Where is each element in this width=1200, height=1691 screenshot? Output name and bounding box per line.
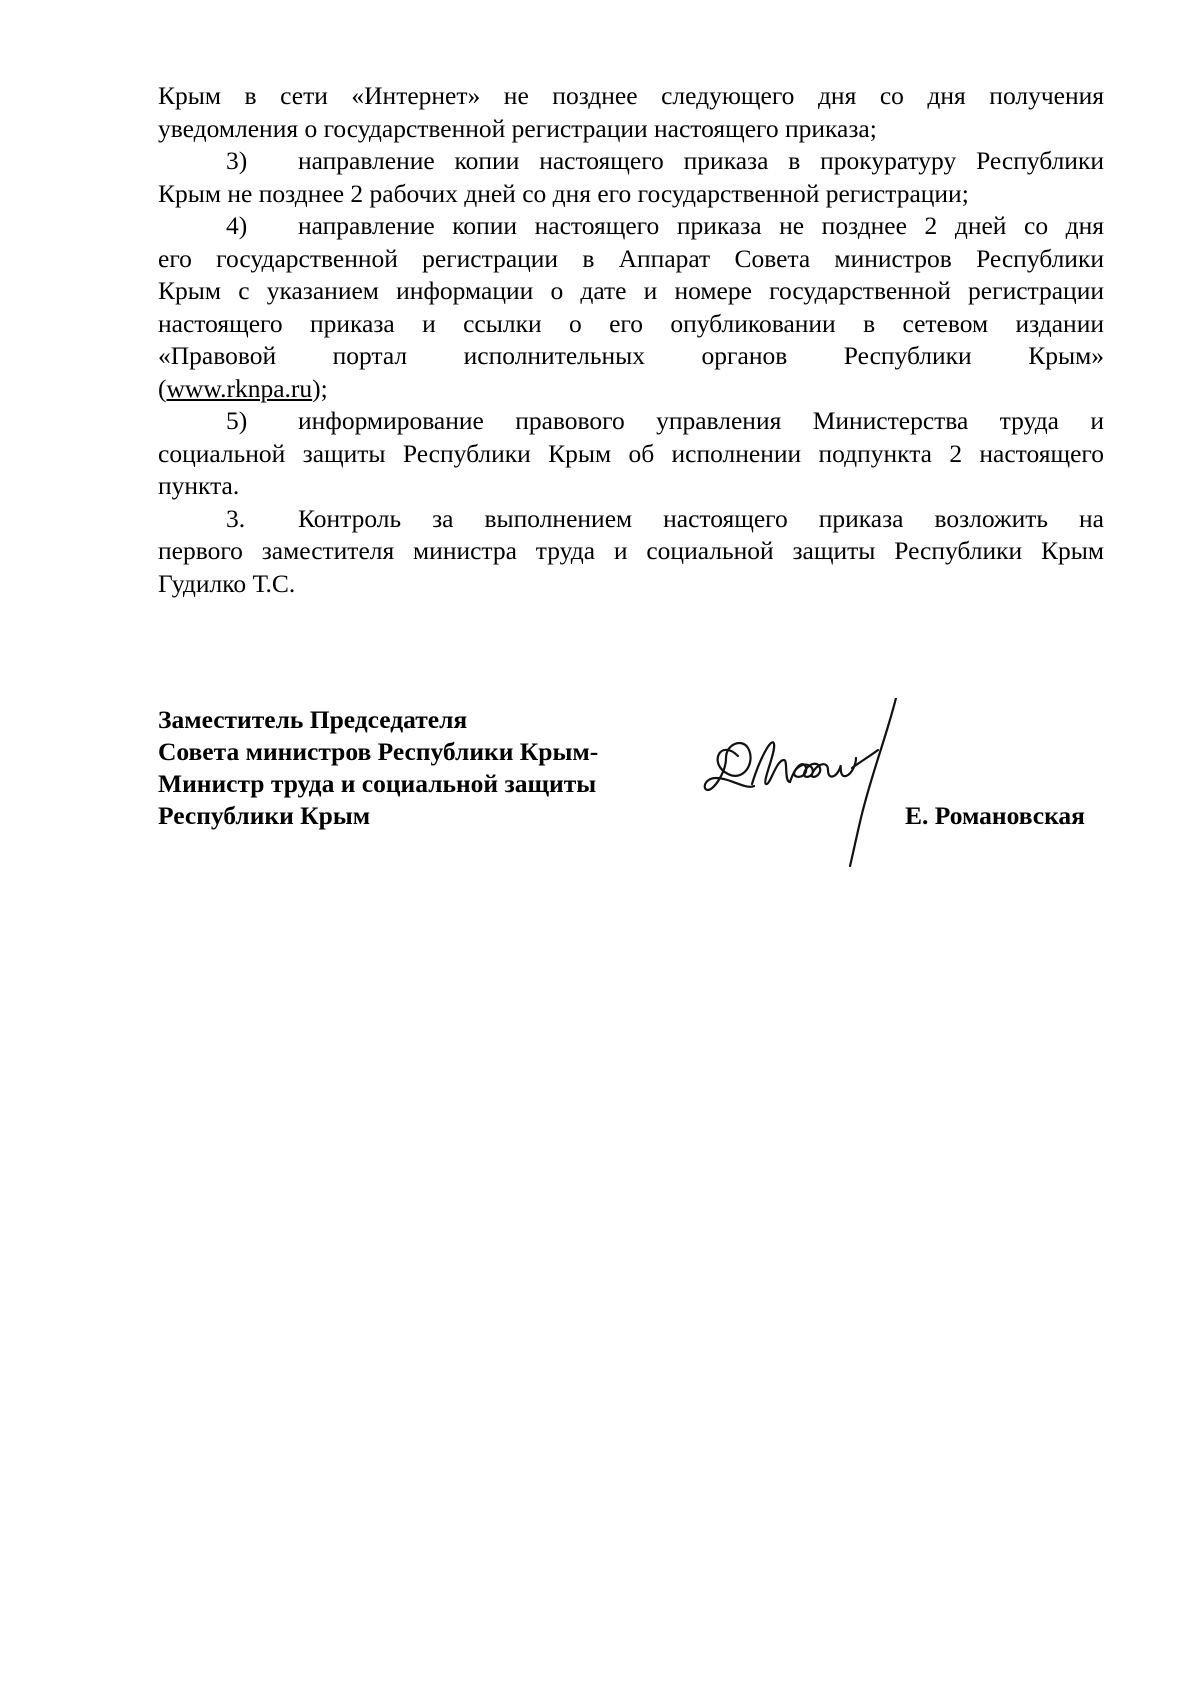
item-number: 3) xyxy=(226,146,248,175)
item-number: 3. xyxy=(226,503,246,533)
text-line: «Правовой портал исполнительных органов Республики Крым» xyxy=(158,341,1104,370)
text-line: первого заместителя министра труда и социальной защиты Республики Крым xyxy=(158,536,1104,565)
position-line: Министр труда и социальной защиты xyxy=(158,769,597,798)
position-line: Республики Крым xyxy=(158,801,371,830)
paren-close: ); xyxy=(312,373,328,403)
text-line: пункта. xyxy=(158,471,240,500)
paragraph-item-3 xyxy=(158,145,1104,210)
paragraph-item-5 xyxy=(158,405,1104,503)
text-line: настоящего приказа и ссылки о его опубликовании в сетевом издании xyxy=(158,308,1104,338)
position-line: Совета министров Республики Крым- xyxy=(158,737,599,766)
text-line xyxy=(158,503,1104,536)
text-line: социальной защиты Республики Крым об исполнении подпункта 2 настоящего xyxy=(158,438,1104,468)
text-line-content: направление копии настоящего приказа не позднее 2 дней со дня xyxy=(298,211,1104,240)
text-line xyxy=(158,373,1104,406)
text-line-content: направление копии настоящего приказа в прокуратуру Республики xyxy=(298,146,1104,175)
signatory-position xyxy=(158,704,598,832)
handwritten-signature xyxy=(700,698,940,868)
text-line: уведомления о государственной регистрации настоящего приказа; xyxy=(158,113,877,143)
item-number: 5) xyxy=(226,406,248,435)
text-line: Крым с указанием информации о дате и номере государственной регистрации xyxy=(158,276,1104,305)
document-body xyxy=(158,80,1104,600)
text-line: Крым в сети «Интернет» не позднее следующего дня со дня получения xyxy=(158,81,1104,110)
portal-link[interactable]: www.rknpa.ru xyxy=(166,373,313,403)
paragraph-continuation xyxy=(158,80,1104,145)
paren-open: ( xyxy=(158,373,167,403)
text-line: Гудилко Т.С. xyxy=(158,568,296,598)
position-line: Заместитель Председателя xyxy=(158,705,468,734)
item-number: 4) xyxy=(226,211,248,240)
text-line xyxy=(158,405,1104,438)
text-line: его государственной регистрации в Аппарат Совета министров Республики xyxy=(158,243,1104,273)
paragraph-point-3 xyxy=(158,503,1104,601)
text-line xyxy=(158,145,1104,178)
text-line xyxy=(158,210,1104,243)
paragraph-item-4 xyxy=(158,210,1104,405)
text-line-content: информирование правового управления Министерства труда и xyxy=(298,406,1104,435)
text-line: Крым не позднее 2 рабочих дней со дня его государственной регистрации; xyxy=(158,178,969,208)
text-line-content: Контроль за выполнением настоящего приказа возложить на xyxy=(298,503,1104,533)
signer-name: Е. Романовская xyxy=(905,801,1085,830)
